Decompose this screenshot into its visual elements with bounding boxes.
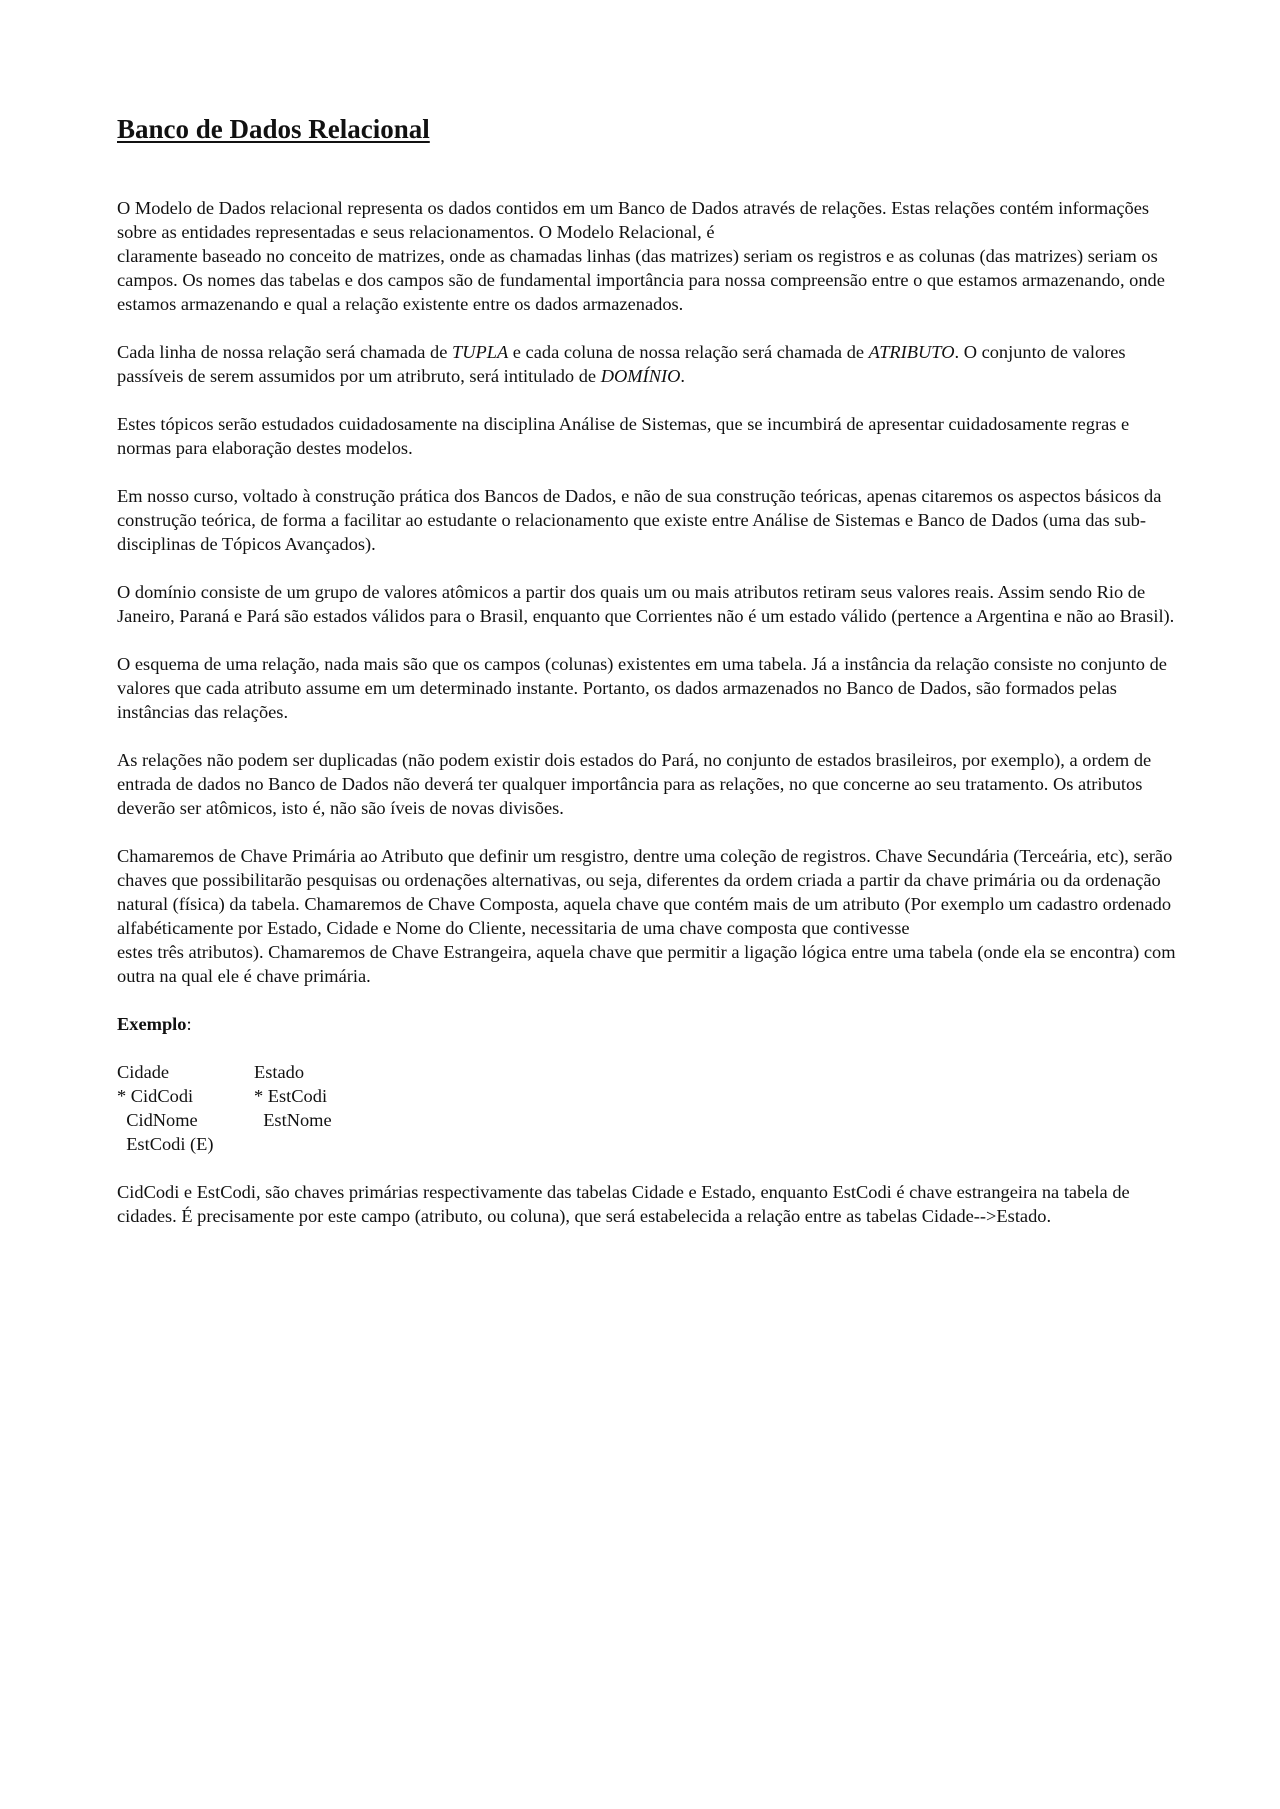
paragraph-chaves <box>117 844 1177 988</box>
field-cidcodi: * CidCodi <box>117 1086 194 1106</box>
paragraph-text: . O conjunto de valores passíveis de serem assumidos por um atribruto, será intitulado de <box>117 342 1126 386</box>
paragraph-text: Chamaremos de Chave Primária ao Atributo que definir um resgistro, dentre uma coleção de registros. Chave Secundária (Terceária, etc), serão chaves que possibilitarão pesquisas ou ordenações alternativas, ou seja, diferentes da ordem criada a partir da chave primária ou da ordenação natural (física) da tabela. Chamaremos de Chave Composta, aquela chave que contém mais de um atributo (Por exemplo um cadastro ordenado alfabéticamente por Estado, Cidade e Nome do Cliente, necessitaria de uma chave composta que contivesse <box>117 846 1173 938</box>
paragraph-chave-estrangeira: CidCodi e EstCodi, são chaves primárias respectivamente das tabelas Cidade e Estado, enquanto EstCodi é chave estrangeira na tabela de cidades. É precisamente por este campo (atributo, ou coluna), que será estabelecida a relação entre as tabelas Cidade-->Estado. <box>117 1182 1130 1226</box>
term-tupla: TUPLA <box>451 342 509 362</box>
paragraph-curso: Em nosso curso, voltado à construção prática dos Bancos de Dados, e não de sua construção teóricas, apenas citaremos os aspectos básicos da construção teórica, de forma a facilitar ao estudante o relacionamento que existe entre Análise de Sistemas e Banco de Dados (uma das sub-disciplinas de Tópicos Avançados). <box>117 486 1162 554</box>
document-title: Banco de Dados Relacional <box>117 114 430 144</box>
paragraph-text: . <box>680 366 685 386</box>
field-cidnome: CidNome <box>117 1110 198 1130</box>
table-estado <box>254 1060 332 1156</box>
paragraph-text: estes três atributos). Chamaremos de Chave Estrangeira, aquela chave que permitir a ligação lógica entre uma tabela (onde ela se encontra) com outra na qual ele é chave primária. <box>117 942 1176 986</box>
table-cidade <box>117 1060 254 1156</box>
paragraph-dominio: O domínio consiste de um grupo de valores atômicos a partir dos quais um ou mais atributos retiram seus valores reais. Assim sendo Rio de Janeiro, Paraná e Pará são estados válidos para o Brasil, enquanto que Corrientes não é um estado válido (pertence a Argentina e não ao Brasil). <box>117 582 1175 626</box>
term-atributo: ATRIBUTO <box>868 342 955 362</box>
paragraph-esquema: O esquema de uma relação, nada mais são que os campos (colunas) existentes em uma tabela. Já a instância da relação consiste no conjunto de valores que cada atributo assume em um determinado instante. Portanto, os dados armazenados no Banco de Dados, são formados pelas instâncias das relações. <box>117 654 1167 722</box>
field-estcodi-fk: EstCodi (E) <box>117 1134 214 1154</box>
paragraph-modelo-relacional <box>117 196 1177 316</box>
paragraph-text: Cada linha de nossa relação será chamada de <box>117 342 452 362</box>
exemplo-colon: : <box>186 1014 192 1034</box>
paragraph-text: O Modelo de Dados relacional representa os dados contidos em um Banco de Dados através de relações. Estas relações contém informações sobre as entidades representadas e seus relacionamentos. O Modelo Relacional, é <box>117 198 1150 242</box>
paragraph-relacoes: As relações não podem ser duplicadas (não podem existir dois estados do Pará, no conjunto de estados brasileiros, por exemplo), a ordem de entrada de dados no Banco de Dados não deverá ter qualquer importância para as relações, no que concerne ao seu tratamento. Os atributos deverão ser atômicos, isto é, não são íveis de novas divisões. <box>117 750 1152 818</box>
field-estcodi: * EstCodi <box>254 1086 328 1106</box>
exemplo-heading <box>117 1012 1177 1036</box>
term-dominio: DOMÍNIO <box>600 366 681 386</box>
paragraph-text: claramente baseado no conceito de matrizes, onde as chamadas linhas (das matrizes) seriam os registros e as colunas (das matrizes) seriam os campos. Os nomes das tabelas e dos campos são de fundamental importância para nossa compreensão entre o que estamos armazenando, onde estamos armazenando e qual a relação existente entre os dados armazenados. <box>117 246 1165 314</box>
exemplo-label: Exemplo <box>117 1014 187 1034</box>
document-page <box>117 112 1177 1228</box>
paragraph-text: e cada coluna de nossa relação será chamada de <box>508 342 869 362</box>
paragraph-tupla-atributo <box>117 340 1177 388</box>
table-cidade-name: Cidade <box>117 1062 170 1082</box>
schema-example <box>117 1060 1177 1156</box>
table-estado-name: Estado <box>254 1062 305 1082</box>
paragraph-topicos: Estes tópicos serão estudados cuidadosamente na disciplina Análise de Sistemas, que se incumbirá de apresentar cuidadosamente regras e normas para elaboração destes modelos. <box>117 414 1130 458</box>
field-estnome: EstNome <box>254 1110 332 1130</box>
